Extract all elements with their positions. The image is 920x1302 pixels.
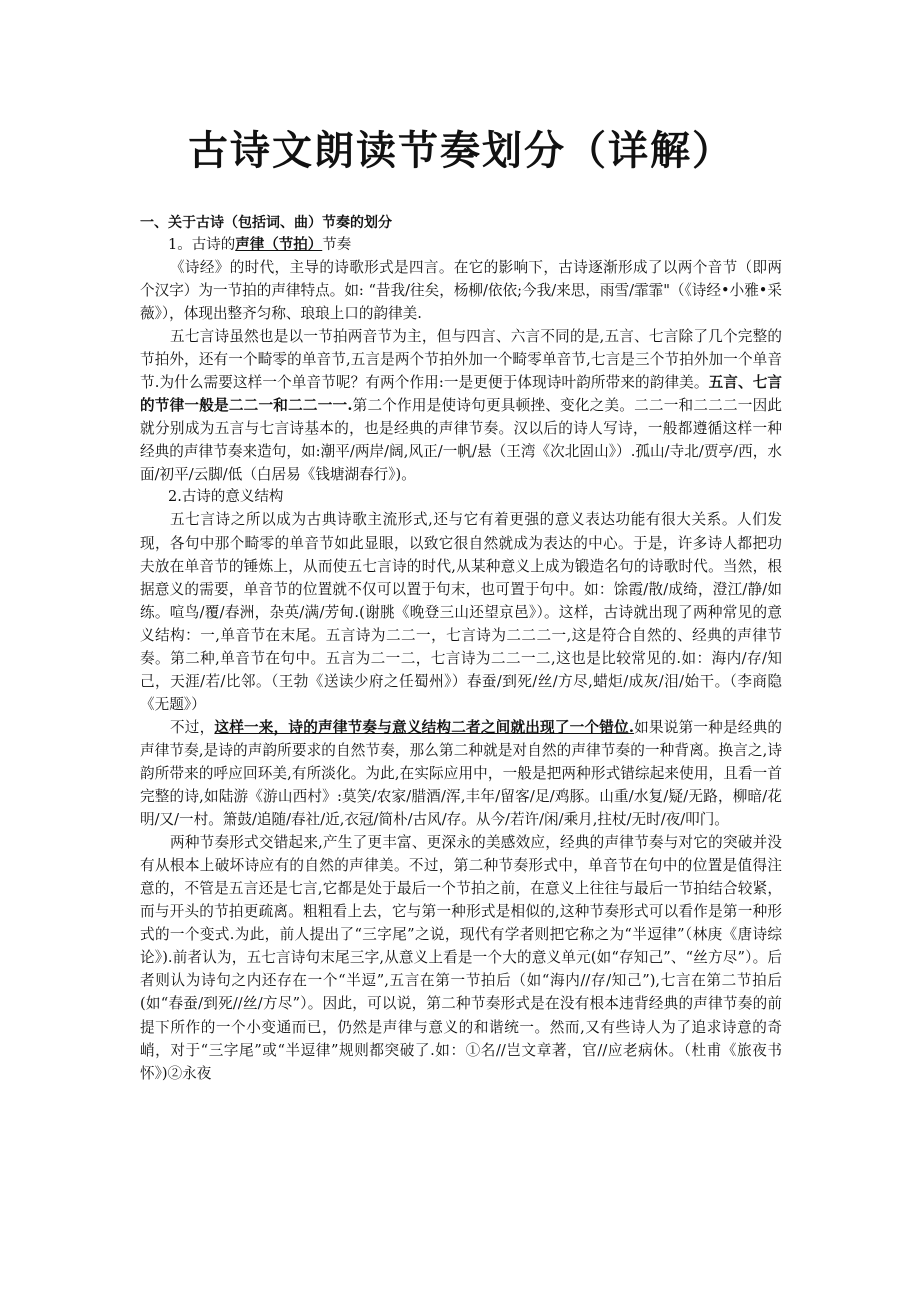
paragraph-mismatch-emph: 这样一来，诗的声律节奏与意义结构二者之间就出现了一个错位. [214,718,634,736]
paragraph-five-seven-c: 第二个作用是使诗句更具顿挫、变化之美。二二一和二二二一因此就分别成为五言与七言诗基本的，也是经典的声律节奏。汉以后的诗人写诗，一般都遵循这样一种经典的声律节奏来造句，如:潮平/两岸/阔,风正/一帆/悬（王湾《次北固山》）.孤山/寺北/贾亭/西，水面/初平/云脚/低（白居易《钱塘湖春行》)。 [140,397,782,484]
paragraph-mismatch-c: 如果说第一种是经典的声律节奏,是诗的声韵所要求的自然节奏，那么第二种就是对自然的声律节奏的一种背离。换言之,诗韵所带来的呼应回环美,有所淡化。为此,在实际应用中，一般是把两种形式错综起来使用，且看一首完整的诗,如陆游《游山西村》:莫笑/农家/腊酒/浑,丰年/留客/足/鸡豚。山重/水复/疑/无路，柳暗/花明/又/一村。箫鼓/追随/春社/近,衣冠/简朴/古风/存。从今/若许/闲/乘月,拄杖/无时/夜/叩门。 [140,718,782,829]
subheading-rhythm [140,234,782,256]
paragraph-shijing: 《诗经》的时代，主导的诗歌形式是四言。在它的影响下，古诗逐渐形成了以两个音节（即两个汉字）为一节拍的声律特点。如: “昔我/往矣，杨柳/依依;今我/来思，雨雪/霏霏"（《诗经•小雅•采薇》），体现出整齐匀称、琅琅上口的韵律美. [140,259,782,323]
section-heading: 一、关于古诗（包括词、曲）节奏的划分 [140,215,392,231]
subheading-rhythm-rest: 节奏 [322,237,352,253]
document-page [140,0,782,1085]
page-title: 古诗文朗读节奏划分（详解） [188,128,734,174]
subheading-rhythm-num: 1。古诗的 [168,237,236,253]
subheading-rhythm-emph: 声律（节拍） [235,236,323,253]
paragraph-five-seven-a: 五七言诗虽然也是以一节拍两音节为主，但与四言、六言不同的是,五言、七言除了几个完整的节拍外，还有一个畸零的单音节,五言是两个节拍外加一个畸零单音节,七言是三个节拍外加一个单音节.为什么需要这样一个单音节呢？有两个作用:一是更便于体现诗叶韵所带来的韵律美。 [140,328,782,392]
paragraph-mismatch-a: 不过， [170,718,215,736]
subheading-meaning: 2.古诗的意义结构 [168,489,284,506]
paragraph-five-seven-bold: 五言、七言的节律一般是二二一和二二一一. [140,374,782,415]
paragraph-meaning: 五七言诗之所以成为古典诗歌主流形式,还与它有着更强的意义表达功能有很大关系。人们发现，各句中那个畸零的单音节如此显眼，以致它很自然就成为表达的中心。于是，许多诗人都把功夫放在单音节的锤炼上，从而使五七言诗的时代,从某种意义上成为锻造名句的诗歌时代。当然，根据意义的需要，单音节的位置就不仅可以置于句末，也可置于句中。如：馀霞/散/成绮，澄江/静/如练。喧鸟/覆/春洲，杂英/满/芳甸.(谢朓《晚登三山还望京邑》）。这样，古诗就出现了两种常见的意义结构：一,单音节在末尾。五言诗为二二一，七言诗为二二二一,这是符合自然的、经典的声律节奏。第二种,单音节在句中。五言为二一二，七言诗为二二一二,这也是比较常见的.如：海内/存/知己，天涯/若/比邻。（王勃《送读少府之任蜀州》）春蚕/到死/丝/方尽,蜡炬/成灰/泪/始干。（李商隐《无题》） [140,511,782,713]
paragraph-five-seven [140,325,782,486]
paragraph-two-forms: 两种节奏形式交错起来,产生了更丰富、更深永的美感效应，经典的声律节奏与对它的突破并没有从根本上破坏诗应有的自然的声律美。不过，第二种节奏形式中，单音节在句中的位置是值得注意的，不管是五言还是七言,它都是处于最后一个节拍之前，在意义上往往与最后一节拍结合较紧，而与开头的节拍更疏离。粗粗看上去，它与第一种形式是相似的,这种节奏形式可以看作是第一种形式的一个变式.为此，前人提出了“三字尾”之说，现代有学者则把它称之为“半逗律”（林庚《唐诗综论》).前者认为，五七言诗句末尾三字,从意义上看是一个大的意义单元(如“存知己”、“丝方尽”）。后者则认为诗句之内还存在一个“半逗”,五言在第一节拍后（如“海内//存/知己”),七言在第二节拍后(如“春蚕/到死//丝/方尽”）。因此，可以说，第二种节奏形式是在没有根本违背经典的声律节奏的前提下所作的一个小变通而已，仍然是声律与意义的和谐统一。然而,又有些诗人为了追求诗意的奇峭，对于“三字尾”或“半逗律”规则都突破了.如：①名//岂文章著，官//应老病休。（杜甫《旅夜书怀》)②永夜 [140,834,782,1082]
paragraph-mismatch [140,716,782,831]
